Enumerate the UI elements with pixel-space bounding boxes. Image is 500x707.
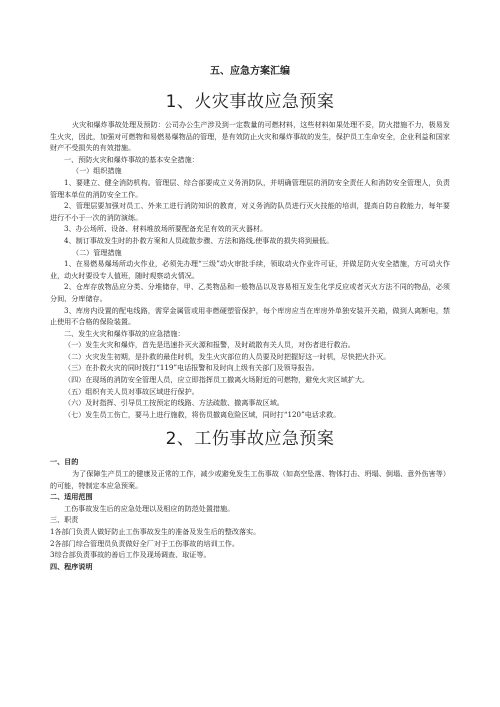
- injury-t1: 一、目的: [50, 457, 79, 467]
- injury-r1: 1各部门负责人做好防止工伤事故发生的准备及发生后的整改落实。: [50, 527, 261, 536]
- fire-m2: 2、仓库存放物品应分类、分堆储存，甲、乙类物品和一般物品以及容易相互发生化学反应或者灭火方法不同的物品，必须分间、分库储存。: [50, 282, 450, 303]
- injury-r2: 2各部门综合管理员负责做好全厂对于工伤事故的培训工作。: [50, 538, 239, 548]
- fire-s2: 二、发生火灾和爆炸事故的应急措施：: [64, 328, 185, 338]
- fire-heading: 1、火灾事故应急预案: [165, 92, 335, 112]
- fire-e5: （五）组织有关人员对事故区域进行保护。: [64, 386, 199, 396]
- fire-e7: （七）发生员工伤亡，要马上进行施救，将伤员撤离危险区域，同时打“120”电话求救。: [64, 409, 341, 419]
- fire-e4: （四）在现场的消防安全管理人员，应立即指挥员工撤离火场附近的可燃物，避免火灾区域扩大。: [64, 375, 370, 385]
- injury-p2: 工伤事故发生后的应急处理以及相应的防范处置措施。: [64, 503, 235, 513]
- fire-m1: 1、在易燃易爆场所动火作业，必须先办理“三级”动火审批手续，领取动火作业许可证，并做足防火安全措施，方可动火作业，动火时要设专人值班，随时观察动火情况。: [50, 259, 450, 280]
- injury-r3: 3综合部负责事故的善后工作及现场调查、取证等。: [50, 550, 211, 560]
- fire-intro: 火灾和爆炸事故处理及预防：公司办公生产涉及到一定数量的可燃材料，这些材料如果处理不妥，防火措施不力，极易发生火灾，因此，加强对可燃物和易燃易爆物品的管理，是有效防止火灾和爆炸事故的发生，保护员工生命安全，企业利益和国家财产不受损失的有效措施。: [50, 120, 450, 153]
- fire-m3: 3、库房内设置的配电线路，需穿金属管或用非燃硬塑管保护，每个库房应当在库房外单独安装开关箱，做到人离断电，禁止使用不合格的保险装置。: [50, 305, 450, 327]
- injury-t4: 四、程序说明: [50, 561, 93, 571]
- fire-s1: 一、预防火灾和爆炸事故的基本安全措施：: [64, 154, 199, 164]
- injury-t2: 二、适用范围: [50, 492, 93, 502]
- injury-t3: 三、职责: [50, 515, 79, 525]
- fire-s1-1: （一）组织措施: [72, 166, 122, 176]
- fire-p3: 3、办公场所、设备、材料堆放场所要配备充足有效的灭火器材。: [64, 224, 268, 234]
- injury-heading: 2、工伤事故应急预案: [165, 429, 335, 450]
- fire-p4: 4、制订事故发生时的扑救方案和人员疏散步骤、方法和路线,使事故的损失将到最低。: [64, 235, 334, 245]
- fire-e1: （一）发生火灾和爆炸，首先是迅速扑灭火源和报警，及时疏散有关人员，对伤者进行救治。: [64, 340, 355, 350]
- fire-p1: 1、要建立、健全消防机构。管理层、综合部要成立义务消防队，并明确管理层的消防安全责任人和消防安全管理人，负责管理本单位的消防安全工作。: [50, 177, 450, 199]
- fire-p2: 2、管理层要加强对员工、外来工进行消防知识的教育，对义务消防队员进行灭火技能的培训，提高自防自救能力，每年要进行不小于一次的消防演练。: [50, 201, 450, 222]
- injury-p1: 为了保障生产员工的健康及正常的工作，减少或避免发生工伤事故（如高空坠落、物体打击、坍塌、倒塌、意外伤害等）的可能，特制定本应急预案。: [50, 469, 450, 490]
- fire-e3: （三）在扑救火灾的同时拨打“119”电话报警和及时向上级有关部门及领导报告。: [64, 363, 319, 373]
- fire-e6: （六）及时指挥、引导员工按预定的线路、方法疏散、撤离事故区域。: [64, 398, 284, 408]
- section-title: 五、应急方案汇编: [210, 66, 290, 77]
- fire-e2: （二）火灾发生初期，是扑救的最佳时机，发生火灾部位的人员要及时把握好这一时机，尽快把火扑灭。: [64, 351, 391, 361]
- fire-s1-2: （二）管理措施: [72, 247, 122, 257]
